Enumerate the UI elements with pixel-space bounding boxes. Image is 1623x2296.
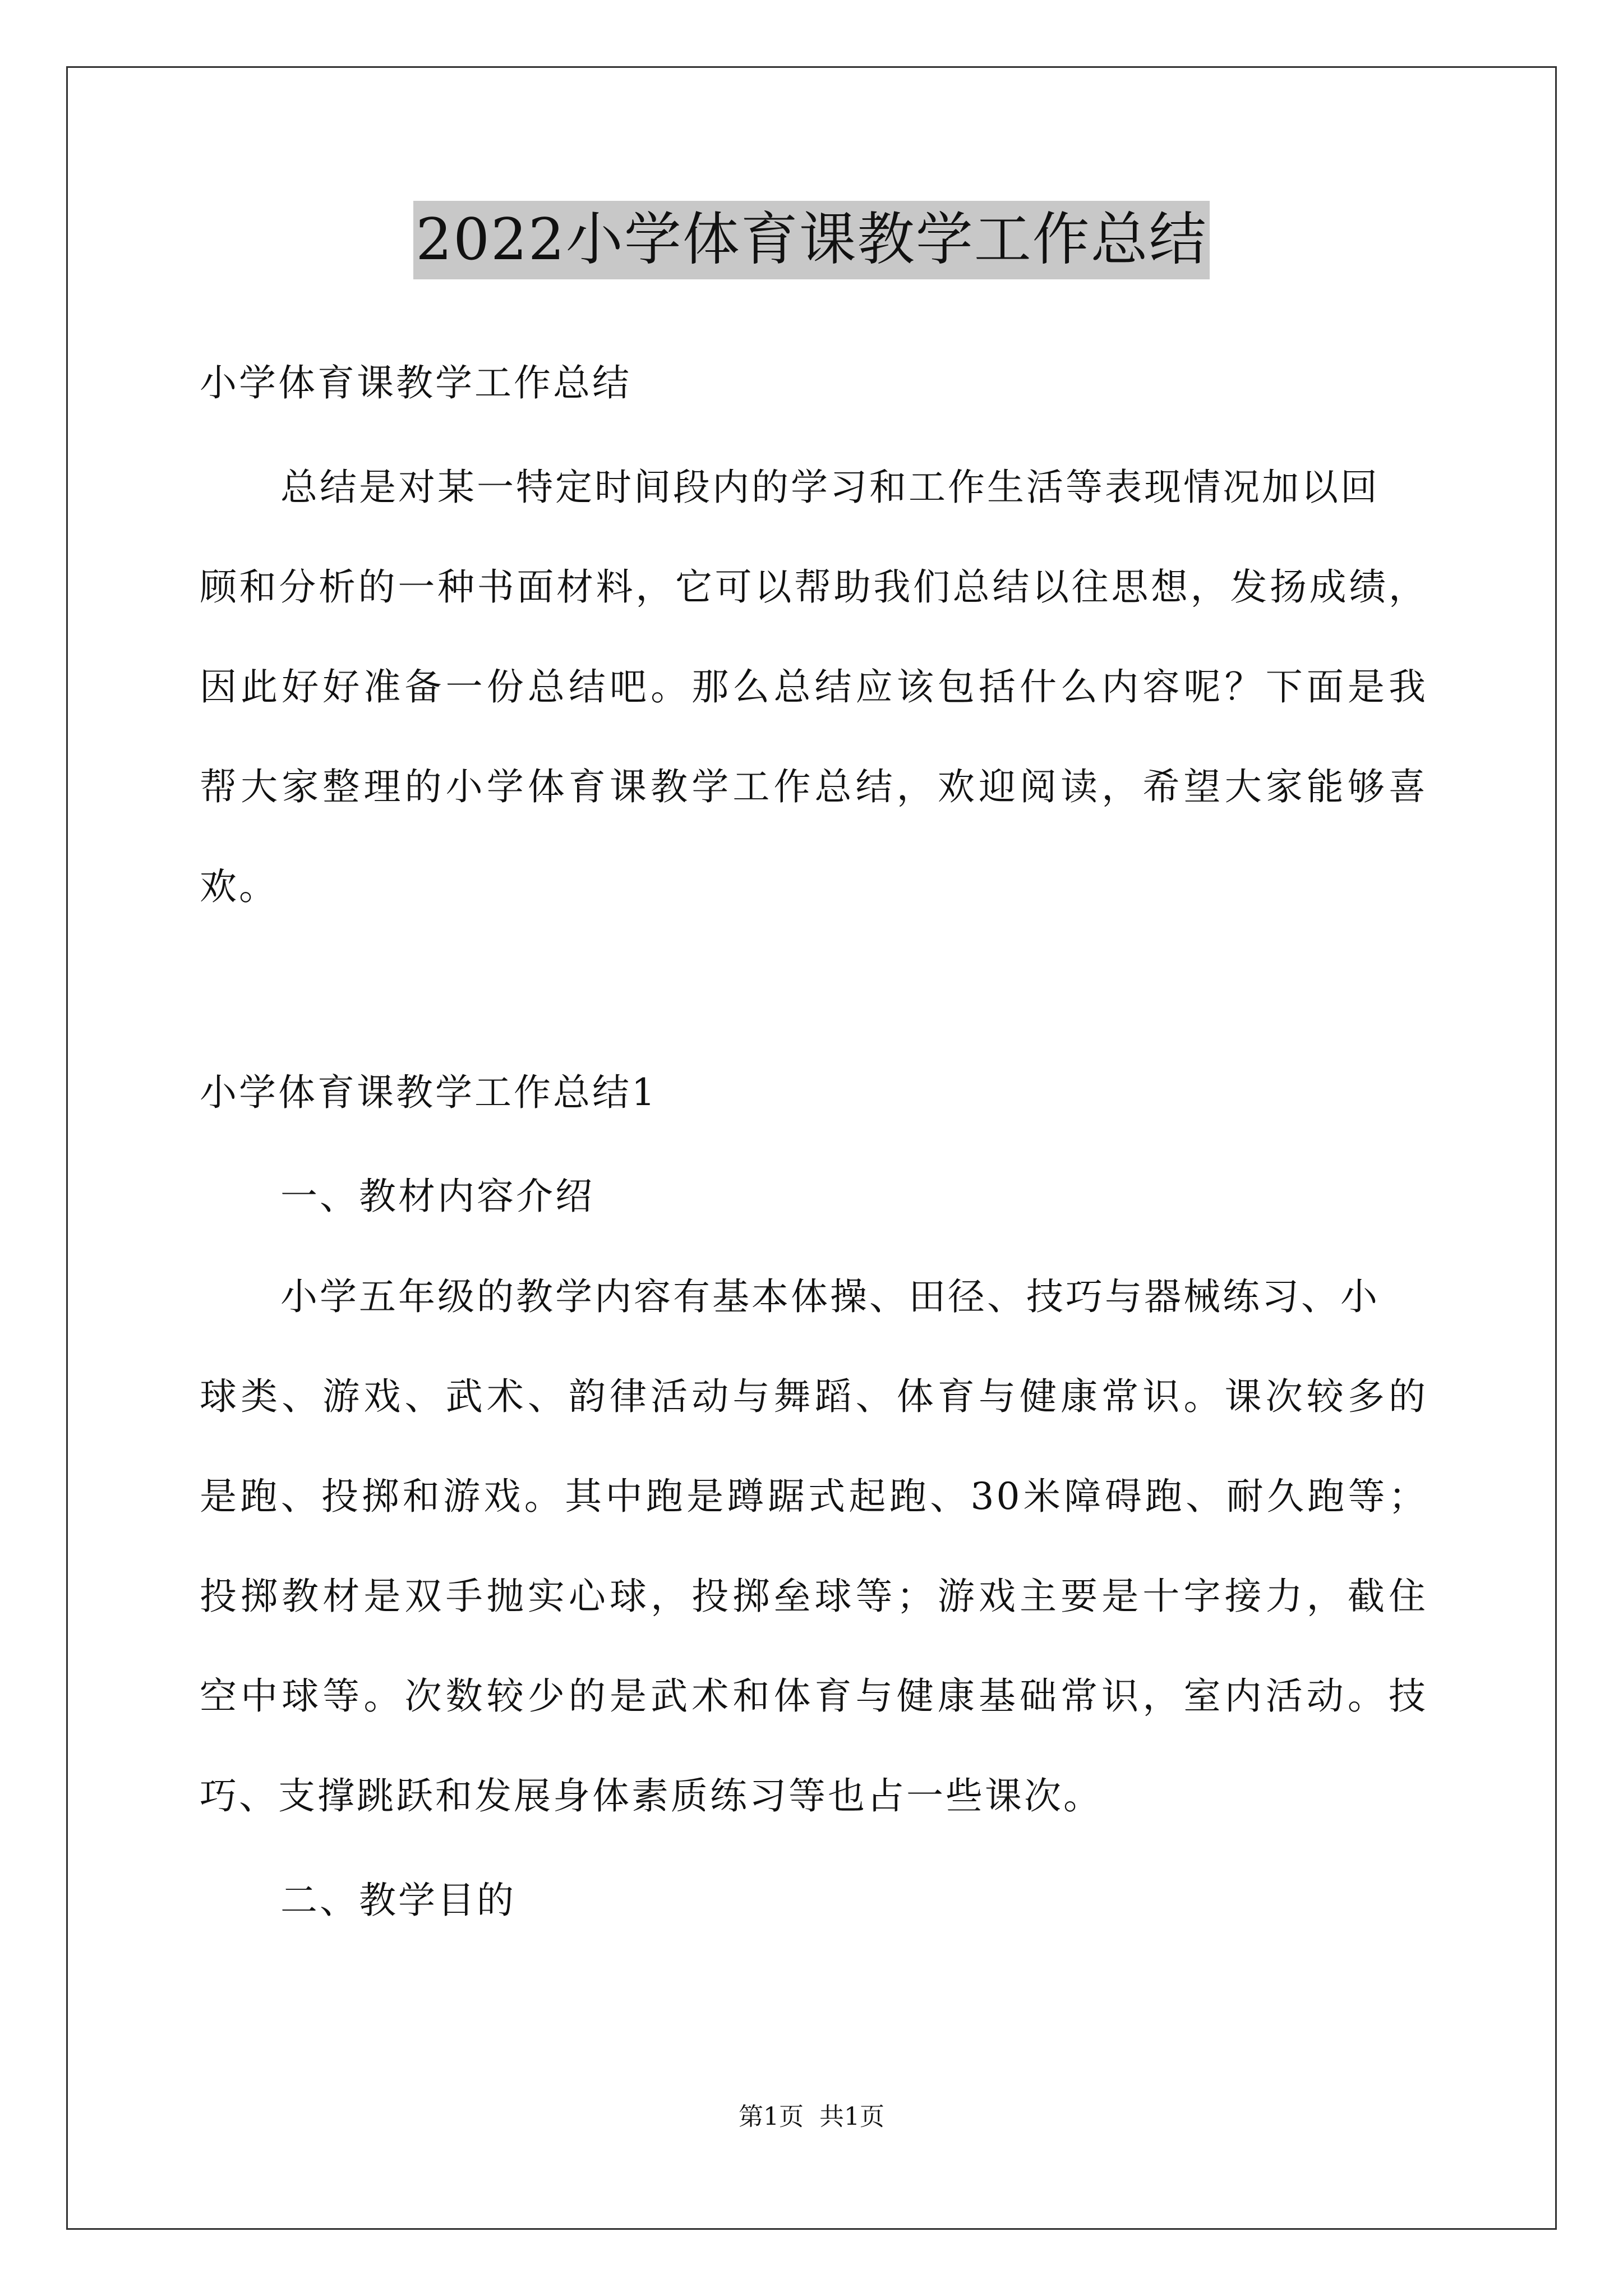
paragraph-line: 帮大家整理的小学体育课教学工作总结，欢迎阅读，希望大家能够喜 bbox=[200, 765, 1428, 808]
page-number: 第1页 bbox=[739, 2102, 804, 2131]
paragraph-line: 空中球等。次数较少的是武术和体育与健康基础常识，室内活动。技 bbox=[200, 1674, 1428, 1718]
paragraph-line: 是跑、投掷和游戏。其中跑是蹲踞式起跑、30米障碍跑、耐久跑等； bbox=[200, 1475, 1428, 1518]
paragraph-line: 因此好好准备一份总结吧。那么总结应该包括什么内容呢？下面是我 bbox=[200, 665, 1428, 708]
paragraph-line: 投掷教材是双手抛实心球，投掷垒球等；游戏主要是十字接力，截住 bbox=[200, 1575, 1428, 1618]
paragraph-line: 顾和分析的一种书面材料，它可以帮助我们总结以往思想，发扬成绩， bbox=[200, 565, 1428, 609]
page-total: 共1页 bbox=[819, 2102, 884, 2131]
title-container bbox=[0, 201, 1623, 279]
paragraph-line: 球类、游戏、武术、韵律活动与舞蹈、体育与健康常识。课次较多的 bbox=[200, 1375, 1428, 1418]
paragraph-line: 小学五年级的教学内容有基本体操、田径、技巧与器械练习、小 bbox=[280, 1275, 1380, 1318]
paragraph-line: 巧、支撑跳跃和发展身体素质练习等也占一些课次。 bbox=[200, 1774, 1103, 1818]
section-heading: 小学体育课教学工作总结1 bbox=[200, 1071, 657, 1114]
subsection-heading: 一、教材内容介绍 bbox=[280, 1175, 594, 1218]
subsection-heading: 二、教学目的 bbox=[280, 1879, 516, 1922]
paragraph-line: 欢。 bbox=[200, 865, 278, 908]
paragraph-line: 总结是对某一特定时间段内的学习和工作生活等表现情况加以回 bbox=[280, 466, 1380, 509]
page-footer bbox=[0, 2100, 1623, 2134]
document-title: 2022小学体育课教学工作总结 bbox=[413, 201, 1210, 279]
subtitle-line: 小学体育课教学工作总结 bbox=[200, 361, 631, 404]
